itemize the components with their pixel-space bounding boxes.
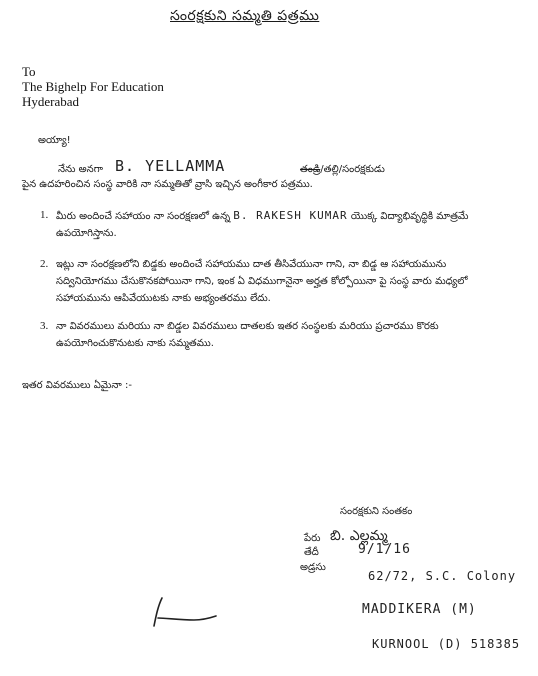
relation-struck-option: తండ్రి <box>300 164 321 175</box>
address-line-3: KURNOOL (D) 518385 <box>372 637 521 651</box>
signature-heading: సంరక్షకుని సంతకం <box>340 506 413 517</box>
other-details-label: ఇతర వివరములు ఏమైనా :- <box>22 380 132 391</box>
list-item-number: 2. <box>40 258 49 270</box>
list-item-number: 3. <box>40 320 49 332</box>
address-city: Hyderabad <box>22 94 80 109</box>
list-item-2 <box>40 256 510 307</box>
item-1-text-after: యొక్క విద్యాభివృద్ధికి మాత్రమే ఉపయోగిస్తాను. <box>56 211 469 239</box>
list-item-3 <box>40 318 510 352</box>
address-line-2: MADDIKERA (M) <box>362 602 477 617</box>
relation-other-options: /తల్లి/సంరక్షకుడు <box>320 164 385 175</box>
item-1-text-before: మీరు అందించే సహాయం నా సంరక్షణలో ఉన్న <box>56 211 231 222</box>
list-item-text: నా వివరములు మరియు నా బిడ్డల వివరములు దాతలకు ఇతర సంస్థలకు మరియు ప్రచారము కొరకు ఉపయోగించుకొనుటకు నాకు సమ్మతము. <box>56 321 439 349</box>
list-item-text <box>56 207 510 242</box>
relation-choice <box>300 163 385 177</box>
student-name-handwritten: B. RAKESH KUMAR <box>233 209 348 222</box>
intro-line: పైన ఉదహరించిన సంస్థ వారికి నా సమ్మతితో వ్రాసి ఇచ్చిన అంగీకార పత్రము. <box>22 179 313 190</box>
salutation: అయ్యా! <box>38 135 71 146</box>
date-label: తేదీ <box>304 547 319 558</box>
intro-prefix: నేను అనగా <box>58 164 103 175</box>
signature-scribble-icon <box>150 596 220 632</box>
address-organization: The Bighelp For Education <box>22 79 164 94</box>
list-item-text: ఇట్లు నా సంరక్షణలోని బిడ్డకు అందించే సహాయము దాత తీసివేయునా గాని, నా బిడ్డ ఆ సహాయమును సద్వినియోగము చేసుకొనకపోయినా గాని, ఇంక ఏ విధముగానైనా అర్హత కోల్పోయినా పై సంస్థ వారు మధ్యలో సహాయమును ఆపివేయుటకు నాకు అభ్యంతరము లేదు. <box>56 259 468 304</box>
list-item-1 <box>40 207 510 242</box>
document-title: సంరక్షకుని సమ్మతి పత్రము <box>170 8 320 24</box>
list-item-number: 1. <box>40 209 49 221</box>
guardian-name-handwritten: B. YELLAMMA <box>115 157 226 175</box>
guardian-signature-name: బి. ఎల్లమ్మ <box>330 528 388 544</box>
address-line-1: 62/72, S.C. Colony <box>368 569 517 583</box>
date-value: 9/1/16 <box>358 542 411 557</box>
address-label: అడ్రసు <box>300 562 326 573</box>
name-label: పేరు <box>304 533 321 544</box>
address-to: To <box>22 64 36 79</box>
